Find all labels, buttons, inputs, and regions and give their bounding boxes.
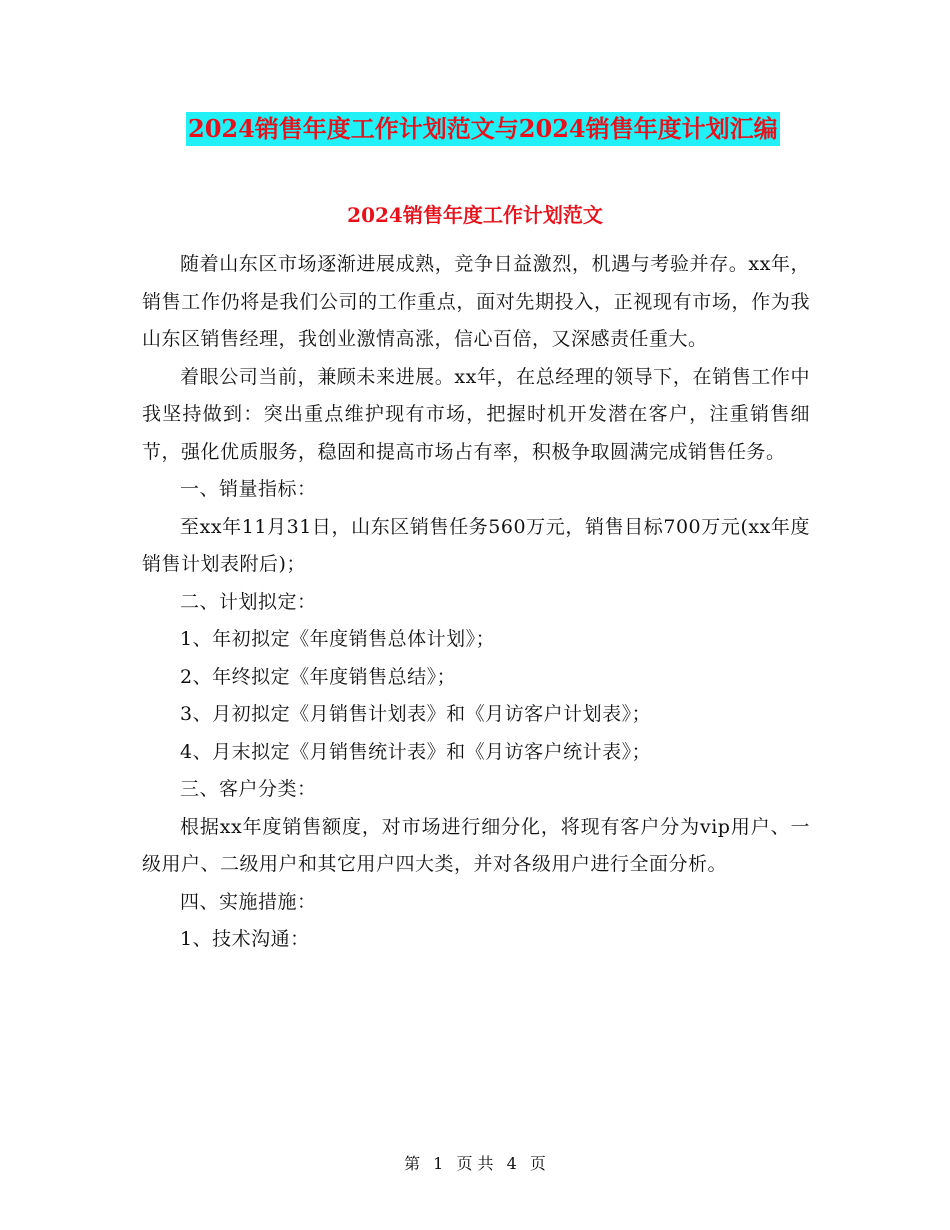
footer-current-page: 1: [433, 1154, 444, 1173]
footer-label-page: 第: [404, 1154, 421, 1173]
list-item: 4、月末拟定《月销售统计表》和《月访客户统计表》；: [180, 740, 652, 763]
paragraph: 至xx年11月31日，山东区销售任务560万元，销售目标700万元(xx年度销售计划表附后)；: [142, 515, 810, 575]
section-heading: 一、销量指标：: [180, 478, 317, 500]
section-heading: 三、客户分类：: [180, 778, 317, 800]
page-footer: [0, 1152, 950, 1176]
document-title: 2024销售年度工作计划范文与2024销售年度计划汇编: [186, 112, 780, 146]
list-item: 1、技术沟通：: [180, 928, 310, 950]
document-body: [142, 246, 810, 959]
section-title: 2024销售年度工作计划范文: [347, 203, 603, 227]
paragraph: 根据xx年度销售额度，对市场进行细分化，将现有客户分为vip用户、一级用户、二级用户和其它用户四大类，并对各级用户进行全面分析。: [142, 815, 810, 875]
section-heading: 四、实施措施：: [180, 890, 317, 913]
paragraph: 着眼公司当前，兼顾未来进展。xx年，在总经理的领导下，在销售工作中我坚持做到：突出重点维护现有市场，把握时机开发潜在客户，注重销售细节，强化优质服务，稳固和提高市场占有率，积极争取圆满完成销售任务。: [142, 365, 810, 463]
footer-label-of: 页 共: [456, 1154, 494, 1173]
section-heading: 二、计划拟定：: [180, 590, 317, 613]
paragraph: 随着山东区市场逐渐进展成熟，竞争日益激烈，机遇与考验并存。xx年，销售工作仍将是我们公司的工作重点，面对先期投入，正视现有市场，作为我山东区销售经理，我创业激情高涨，信心百倍，又深感责任重大。: [142, 253, 810, 350]
list-item: 1、年初拟定《年度销售总体计划》；: [180, 628, 496, 650]
footer-label-end: 页: [529, 1154, 546, 1173]
list-item: 2、年终拟定《年度销售总结》；: [180, 665, 457, 688]
list-item: 3、月初拟定《月销售计划表》和《月访客户计划表》；: [180, 703, 652, 725]
footer-total-pages: 4: [506, 1154, 517, 1173]
